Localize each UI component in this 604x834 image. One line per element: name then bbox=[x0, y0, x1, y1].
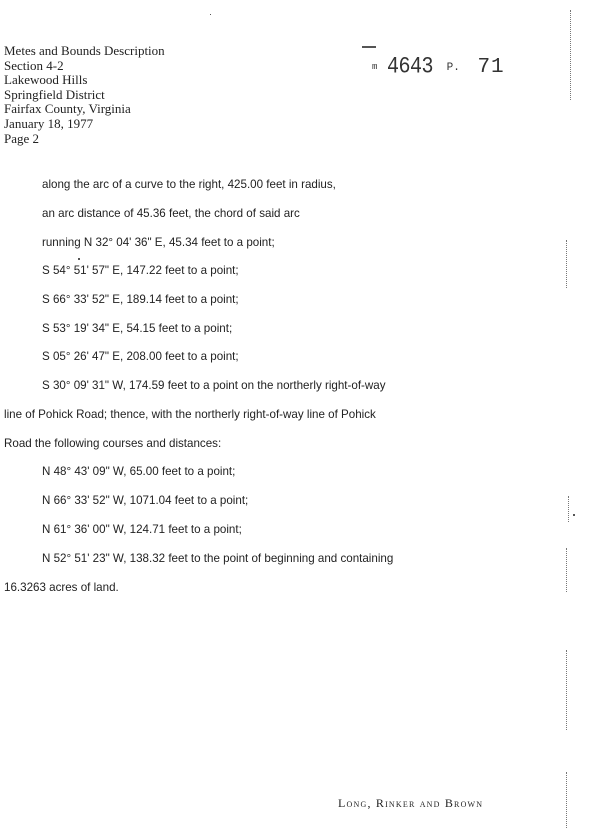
scan-artifact bbox=[210, 14, 211, 15]
scan-artifact bbox=[566, 772, 568, 828]
scan-artifact bbox=[78, 258, 80, 260]
scan-artifact bbox=[566, 548, 568, 592]
stamp-mark bbox=[362, 46, 376, 48]
deed-book-stamp bbox=[372, 56, 505, 79]
scan-artifact bbox=[573, 514, 575, 516]
stamp-page-label: P. bbox=[446, 62, 460, 74]
description-line: Road the following courses and distances: bbox=[4, 437, 222, 450]
description-line: N 66° 33' 52" W, 1071.04 feet to a point; bbox=[42, 494, 249, 507]
description-line: 16.3263 acres of land. bbox=[4, 581, 119, 594]
surveyor-signature-block: Long, Rinker and Brown bbox=[338, 796, 484, 810]
description-line: S 54° 51' 57" E, 147.22 feet to a point; bbox=[42, 264, 239, 277]
description-line: running N 32° 04' 36" E, 45.34 feet to a point; bbox=[42, 236, 275, 249]
description-line: N 48° 43' 09" W, 65.00 feet to a point; bbox=[42, 465, 236, 478]
stamp-page-number: 71 bbox=[477, 56, 505, 79]
stamp-book-number: 4643 bbox=[387, 54, 434, 81]
scan-artifact bbox=[568, 496, 570, 522]
scan-artifact bbox=[570, 10, 572, 100]
header-line-county: Fairfax County, Virginia bbox=[4, 101, 131, 117]
document-header bbox=[4, 44, 165, 146]
header-line-subdivision: Lakewood Hills bbox=[4, 72, 88, 88]
scan-artifact bbox=[566, 650, 568, 730]
description-line: N 61° 36' 00" W, 124.71 feet to a point; bbox=[42, 523, 242, 536]
description-line: N 52° 51' 23" W, 138.32 feet to the point of beginning and containing bbox=[42, 552, 394, 565]
description-line: S 66° 33' 52" E, 189.14 feet to a point; bbox=[42, 293, 239, 306]
header-line-page: Page 2 bbox=[4, 130, 40, 146]
header-line-title: Metes and Bounds Description bbox=[4, 43, 165, 58]
stamp-prefix: m bbox=[372, 62, 378, 72]
description-line: along the arc of a curve to the right, 425.00 feet in radius, bbox=[42, 178, 336, 191]
header-line-district: Springfield District bbox=[4, 86, 105, 102]
header-line-date: January 18, 1977 bbox=[4, 115, 94, 131]
description-line: S 30° 09' 31" W, 174.59 feet to a point on the northerly right-of-way bbox=[42, 379, 386, 392]
description-line: S 53° 19' 34" E, 54.15 feet to a point; bbox=[42, 322, 233, 335]
description-line: line of Pohick Road; thence, with the northerly right-of-way line of Pohick bbox=[4, 408, 376, 421]
description-line: S 05° 26' 47" E, 208.00 feet to a point; bbox=[42, 350, 239, 363]
header-line-section: Section 4-2 bbox=[4, 57, 64, 73]
scan-artifact bbox=[566, 240, 568, 288]
description-line: an arc distance of 45.36 feet, the chord of said arc bbox=[42, 207, 300, 220]
